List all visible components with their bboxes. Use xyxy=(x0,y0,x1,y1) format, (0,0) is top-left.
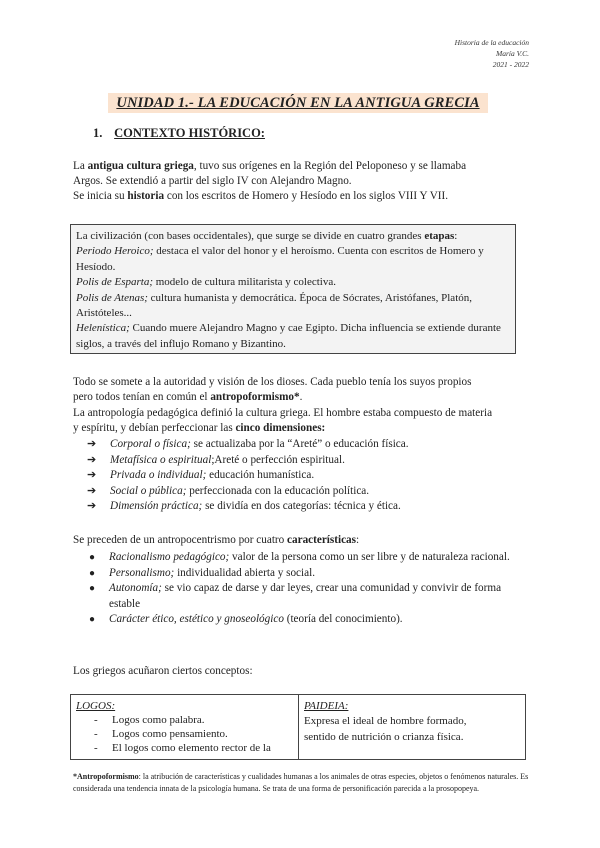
footnote-text: : la atribución de características y cualidades humanas a los animales de otras especies, objetos o fenómenos naturales. Es considerada una tendencia innata de la psicología humana. Se trata de una forma de personificación parecida a la prosopopeya. xyxy=(73,772,529,793)
characteristics-list xyxy=(73,550,513,628)
section-title: CONTEXTO HISTÓRICO: xyxy=(114,126,265,140)
dimensions-list xyxy=(73,437,409,515)
intro-line-2: Argos. Se extendió a partir del siglo IV con Alejandro Magno. xyxy=(73,175,352,187)
gods-line-4: y espíritu, y debían perfeccionar las cinco dimensiones: xyxy=(73,422,326,435)
section-number: 1. xyxy=(93,126,103,140)
intro-paragraph xyxy=(73,159,466,204)
header-author: María V.C. xyxy=(496,49,529,58)
bullet-icon: ● xyxy=(89,614,96,625)
paideia-line-2: sentido de nutrición o crianza física. xyxy=(304,731,464,743)
list-item: ● Personalismo; individualidad abierta y social. xyxy=(73,566,513,582)
footnote xyxy=(73,771,533,795)
arrow-icon: ➔ xyxy=(87,453,97,466)
stage-item: Polis de Atenas; cultura humanista y democrática. Época de Sócrates, Aristófanes, Platón, Aristóteles... xyxy=(76,291,472,320)
concepts-table xyxy=(70,694,526,760)
list-item: ➔ Metafísica o espiritual;Areté o perfección espiritual. xyxy=(73,453,409,469)
stages-lead: La civilización (con bases occidentales), que surge se divide en cuatro grandes etapas: xyxy=(76,230,458,242)
arrow-icon: ➔ xyxy=(87,469,97,481)
logos-heading: LOGOS: xyxy=(76,700,116,712)
list-item: ➔ Social o pública; perfeccionada con la educación política. xyxy=(73,484,409,500)
logos-cell xyxy=(71,695,299,759)
concepts-intro: Los griegos acuñaron ciertos conceptos: xyxy=(73,665,253,677)
unit-title: UNIDAD 1.- LA EDUCACIÓN EN LA ANTIGUA GRECIA xyxy=(108,93,488,113)
stage-item: Helenística; Cuando muere Alejandro Magno y cae Egipto. Dicha influencia se extiende durante siglos, a través del influjo Romano y Bizantino. xyxy=(76,322,501,350)
list-item: ● Carácter ético, estético y gnoseológico (teoría del conocimiento). xyxy=(73,612,513,628)
paideia-line-1: Expresa el ideal de hombre formado, xyxy=(304,715,467,727)
intro-line-3: Se inicia su historia con los escritos de Homero y Hesíodo en los siglos VIII Y VII. xyxy=(73,190,449,202)
gods-line-1: Todo se somete a la autoridad y visión de los dioses. Cada pueblo tenía los suyos propios xyxy=(73,376,472,388)
document-header xyxy=(455,37,529,70)
header-year: 2021 - 2022 xyxy=(492,60,529,69)
footnote-term: *Antropoformismo xyxy=(73,772,139,781)
bullet-icon: ● xyxy=(89,583,96,594)
bullet-icon: ● xyxy=(89,567,96,579)
list-item: ➔ Corporal o física; se actualizaba por la “Areté” o educación física. xyxy=(73,437,409,453)
list-item: - El logos como elemento rector de la xyxy=(94,742,271,754)
gods-paragraph xyxy=(73,375,492,437)
list-item: ● Racionalismo pedagógico; valor de la persona como un ser libre y de naturaleza racional. xyxy=(73,550,513,566)
header-course: Historia de la educación xyxy=(454,38,529,47)
paideia-heading: PAIDEIA: xyxy=(304,700,349,712)
paideia-cell xyxy=(299,695,525,759)
gods-line-3: La antropología pedagógica definió la cultura griega. El hombre estaba compuesto de materia xyxy=(73,406,493,419)
list-item: - Logos como pensamiento. xyxy=(94,728,228,740)
list-item: ➔ Privada o individual; educación humanística. xyxy=(73,468,409,484)
section-heading xyxy=(93,126,265,141)
stage-item: Polis de Esparta; modelo de cultura militarista y colectiva. xyxy=(76,276,336,289)
arrow-icon: ➔ xyxy=(87,484,97,497)
stages-box xyxy=(70,224,516,354)
stage-item: Periodo Heroico; destaca el valor del honor y el heroísmo. Cuenta con escritos de Homero y Hesíodo. xyxy=(76,245,484,273)
bullet-icon: ● xyxy=(89,552,96,563)
intro-line-1: La antigua cultura griega, tuvo sus orígenes en la Región del Peloponeso y se llamaba xyxy=(73,160,467,172)
anthropocentrism-lead: Se preceden de un antropocentrismo por cuatro características: xyxy=(73,534,360,546)
arrow-icon: ➔ xyxy=(87,438,97,450)
arrow-icon: ➔ xyxy=(87,500,97,512)
list-item: - Logos como palabra. xyxy=(94,714,205,726)
gods-line-2: pero todos tenían en común el antropoformismo*. xyxy=(73,391,303,404)
list-item: ➔ Dimensión práctica; se dividía en dos categorías: técnica y ética. xyxy=(73,499,409,515)
list-item: ● Autonomía; se vio capaz de darse y dar leyes, crear una comunidad y convivir de forma estable xyxy=(89,582,502,610)
